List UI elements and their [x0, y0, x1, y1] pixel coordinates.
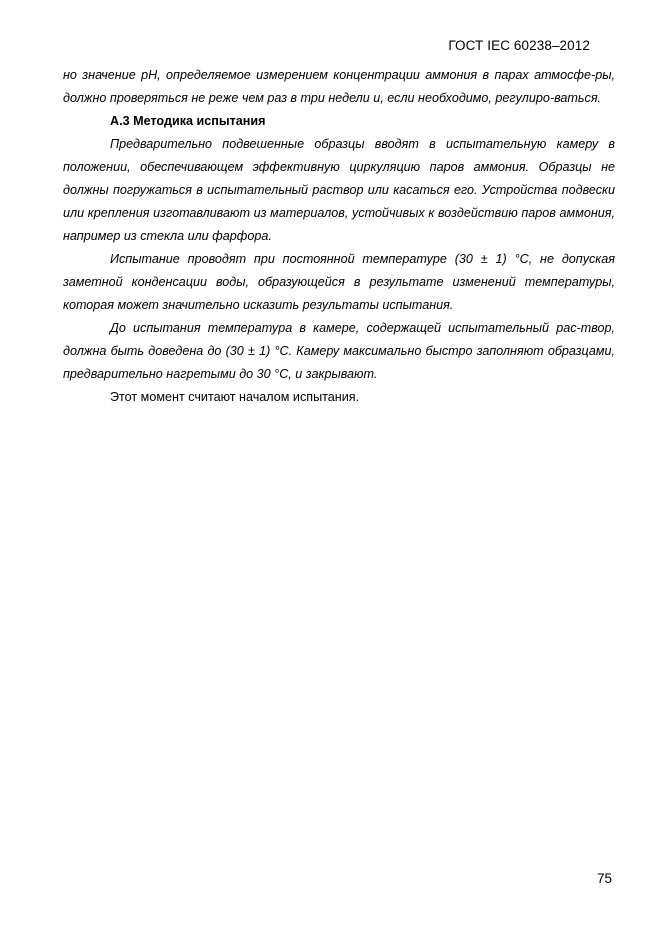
paragraph-test-start: Этот момент считают началом испытания.: [110, 390, 360, 404]
paragraph-preheating: До испытания температура в камере, содержащей испытательный рас-твор, должна быть доведена до (30 ± 1) °С. Камеру максимально быстро заполняют образцами, предварительно нагретыми до 30 °С, и закрывают.: [63, 321, 615, 381]
paragraph-continued: но значение pH, определяемое измерением концентрации аммония в парах атмосфе-ры, должно проверяться не реже чем раз в три недели и, если необходимо, регулиро-ваться.: [63, 68, 615, 105]
document-body: [63, 64, 615, 409]
paragraph-placement: Предварительно подвешенные образцы вводят в испытательную камеру в положении, обеспечивающем эффективную циркуляцию паров аммония. Образцы не должны погружаться в испытательный раствор или касаться его. Устройства подвески или крепления изготавливают из материалов, устойчивых к воздействию паров аммония, например из стекла или фарфора.: [63, 137, 615, 243]
section-title: А.3 Методика испытания: [110, 114, 266, 128]
page-number: 75: [596, 871, 612, 886]
document-code-header: ГОСТ IEC 60238–2012: [448, 38, 590, 53]
paragraph-temperature: Испытание проводят при постоянной температуре (30 ± 1) °С, не допуская заметной конденсации воды, образующейся в результате изменений температуры, которая может значительно исказить результаты испытания.: [63, 252, 615, 312]
